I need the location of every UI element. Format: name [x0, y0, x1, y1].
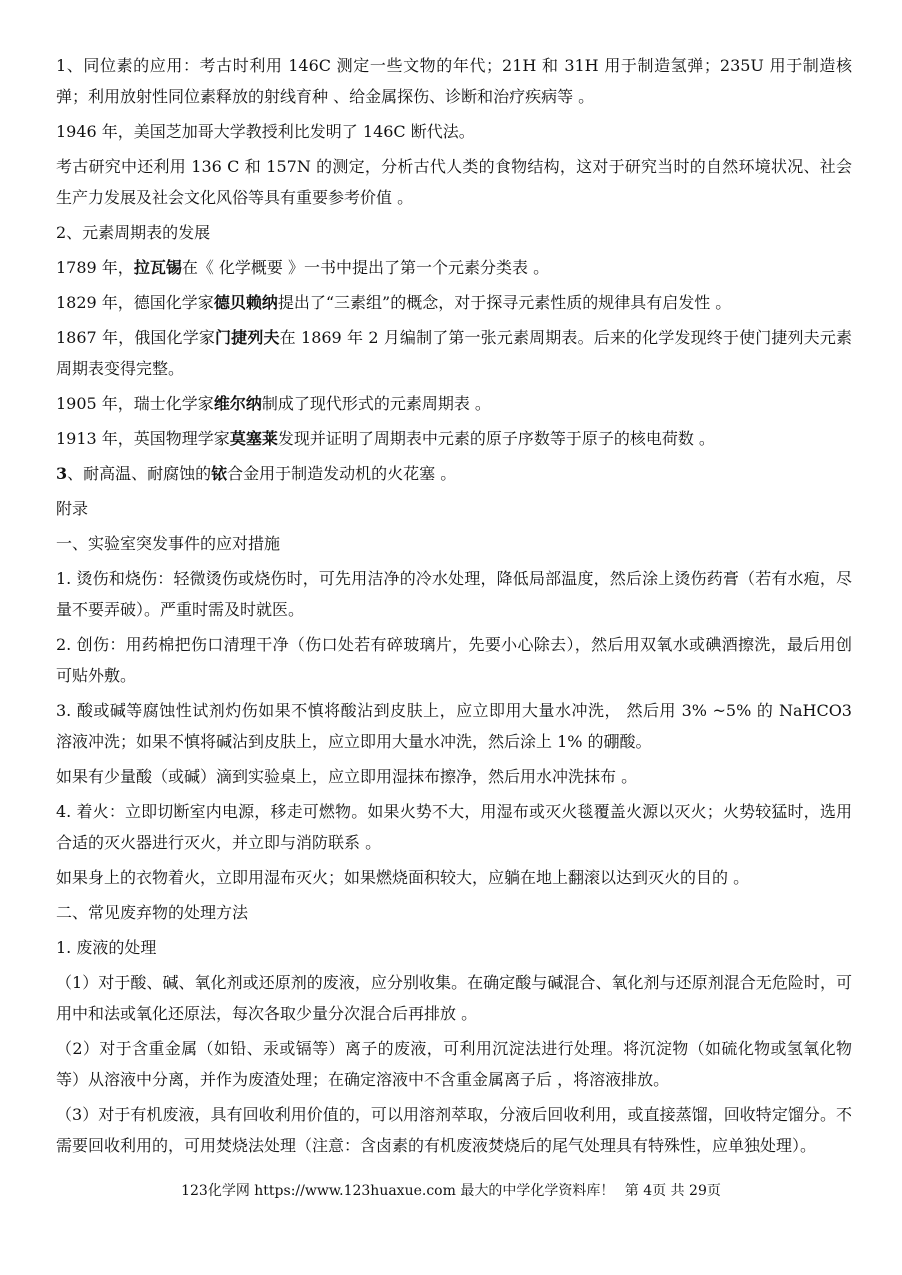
- name-mendeleev: 门捷列夫: [215, 328, 280, 347]
- paragraph-heavy-metal-waste: （2）对于含重金属（如铅、汞或镉等）离子的废液，可利用沉淀法进行处理。将沉淀物（如硫化物或氢氧化物等）从溶液中分离，并作为废渣处理；在确定溶液中不含重金属离子后 ，将溶液排放。: [56, 1039, 852, 1089]
- paragraph-werner-1905: 1905 年，瑞士化学家维尔纳制成了现代形式的元素周期表 。: [56, 394, 491, 413]
- paragraph-isotope-applications: 1、同位素的应用：考古时利用 146C 测定一些文物的年代；21H 和 31H 用于制造氢弹；235U 用于制造核弹；利用放射性同位素释放的射线育种 、给金属探伤、诊断和治疗疾病等 。: [56, 56, 852, 106]
- heading-periodic-table: 2、元素周期表的发展: [56, 223, 211, 242]
- document-body: [56, 50, 852, 1165]
- paragraph-burns: 1. 烫伤和烧伤：轻微烫伤或烧伤时，可先用洁净的冷水处理，降低局部温度，然后涂上烫伤药膏（若有水疱，尽量不要弄破）。严重时需及时就医。: [56, 569, 852, 619]
- paragraph-dobereiner-1829: 1829 年，德国化学家德贝赖纳提出了“三素组”的概念，对于探寻元素性质的规律具有启发性 。: [56, 293, 732, 312]
- name-moseley: 莫塞莱: [229, 429, 278, 448]
- heading-waste-disposal: 二、常见废弃物的处理方法: [56, 903, 249, 922]
- footer-page-number: 第 4页 共 29页: [624, 1183, 721, 1199]
- heading-waste-liquid: 1. 废液的处理: [56, 938, 157, 957]
- paragraph-spills: 如果有少量酸（或碱）滴到实验桌上，应立即用湿抹布擦净，然后用水冲洗抹布 。: [56, 767, 638, 786]
- paragraph-archaeology-isotopes: 考古研究中还利用 136 C 和 157N 的测定，分析古代人类的食物结构，这对于研究当时的自然环境状况、社会生产力发展及社会文化风俗等具有重要参考价值 。: [56, 157, 852, 207]
- paragraph-fire: 4. 着火：立即切断室内电源，移走可燃物。如果火势不大，用湿布或灭火毯覆盖火源以灭火；火势较猛时，选用合适的灭火器进行灭火，并立即与消防联系 。: [56, 802, 852, 852]
- name-dobereiner: 德贝赖纳: [213, 293, 278, 312]
- paragraph-corrosive-burns: 3. 酸或碱等腐蚀性试剂灼伤如果不慎将酸沾到皮肤上，应立即用大量水冲洗， 然后用 3% ~5% 的 NaHCO3 溶液冲洗；如果不慎将碱沾到皮肤上，应立即用大量水冲洗，然后涂上 1% 的硼酸。: [56, 701, 852, 751]
- heading-appendix: 附录: [56, 499, 89, 518]
- paragraph-mendeleev-1867: 1867 年，俄国化学家门捷列夫在 1869 年 2 月编制了第一张元素周期表。后来的化学发现终于使门捷列夫元素周期表变得完整。: [56, 328, 852, 378]
- paragraph-organic-waste: （3）对于有机废液，具有回收利用价值的，可以用溶剂萃取，分液后回收利用，或直接蒸馏，回收特定馏分。不需要回收利用的，可用焚烧法处理（注意：含卤素的有机废液焚烧后的尾气处理具有特殊性，应单独处理）。: [56, 1105, 852, 1155]
- paragraph-iridium: 3、耐高温、耐腐蚀的铱合金用于制造发动机的火花塞 。: [56, 464, 457, 483]
- paragraph-wounds: 2. 创伤：用药棉把伤口清理干净（伤口处若有碎玻璃片，先要小心除去），然后用双氧水或碘酒擦洗，最后用创可贴外敷。: [56, 635, 852, 685]
- paragraph-acid-base-waste: （1）对于酸、碱、氧化剂或还原剂的废液，应分别收集。在确定酸与碱混合、氧化剂与还原剂混合无危险时，可用中和法或氧化还原法，每次各取少量分次混合后再排放 。: [56, 973, 852, 1023]
- footer-site-text: 123化学网 https://www.123huaxue.com 最大的中学化学资料库！: [181, 1183, 615, 1199]
- paragraph-clothing-fire: 如果身上的衣物着火，立即用湿布灭火；如果燃烧面积较大，应躺在地上翻滚以达到灭火的目的 。: [56, 868, 750, 887]
- name-werner: 维尔纳: [213, 394, 262, 413]
- heading-lab-emergencies: 一、实验室突发事件的应对措施: [56, 534, 281, 553]
- page-footer: [0, 1180, 902, 1200]
- paragraph-libby-1946: 1946 年，美国芝加哥大学教授利比发明了 146C 断代法。: [56, 122, 475, 141]
- name-lavoisier: 拉瓦锡: [133, 258, 182, 277]
- paragraph-moseley-1913: 1913 年，英国物理学家莫塞莱发现并证明了周期表中元素的原子序数等于原子的核电荷数 。: [56, 429, 715, 448]
- name-iridium: 铱: [211, 464, 228, 483]
- paragraph-lavoisier-1789: 1789 年，拉瓦锡在《 化学概要 》一书中提出了第一个元素分类表 。: [56, 258, 550, 277]
